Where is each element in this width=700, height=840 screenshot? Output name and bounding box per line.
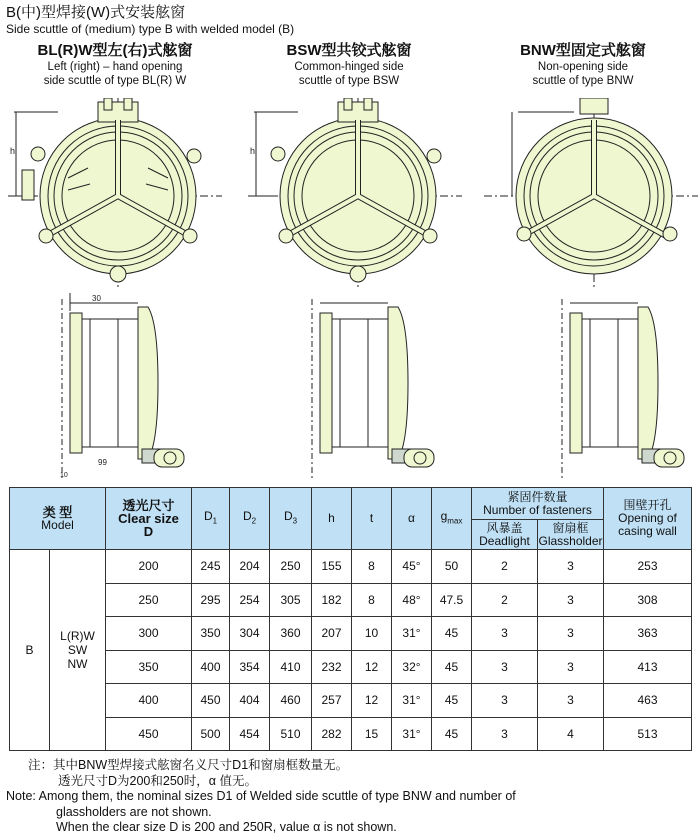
cell-t: 15 [352,717,392,751]
cell-g: 45 [432,617,472,651]
cell-glass: 3 [538,583,604,617]
dim-10-label: 10 [60,472,68,479]
col-header-d2: $D_2$ [230,488,270,550]
cell-d: 250 [106,583,192,617]
panel-desc-line1: Common-hinged side [294,61,404,73]
cell-h: 282 [312,717,352,751]
cell-d1: 350 [192,617,230,651]
cell-d3: 360 [270,617,312,651]
panel-bsw-header [234,42,464,88]
panel-desc-line2: scuttle of type BNW [532,75,634,87]
cell-g: 45 [432,650,472,684]
col-header-clear-cn: 透光尺寸 [122,498,175,513]
col-header-clear-size [106,488,192,550]
cell-d3: 410 [270,650,312,684]
cell-g: 45 [432,717,472,751]
table-row [10,684,692,718]
col-header-opening-en2: casing wall [618,524,677,538]
panel-title: BL(R)W型左(右)式舷窗 [37,42,193,59]
model-variant: SW [67,643,88,657]
cell-alpha: 31° [392,617,432,651]
h-dimension-label: h [10,146,16,156]
model-variants-cell [50,550,106,751]
cell-h: 232 [312,650,352,684]
panel-desc-line1: Left (right) – hand opening [47,61,183,73]
panel-title: BNW型固定式舷窗 [520,42,646,59]
cell-d: 200 [106,550,192,584]
cell-deadlight: 2 [472,583,538,617]
cell-deadlight: 2 [472,550,538,584]
cell-d2: 404 [230,684,270,718]
cell-alpha: 31° [392,684,432,718]
cell-h: 182 [312,583,352,617]
cell-d: 400 [106,684,192,718]
cell-deadlight: 3 [472,650,538,684]
cell-opening: 513 [604,717,692,751]
spec-table-body [10,550,692,751]
cell-alpha: 45° [392,550,432,584]
cell-t: 12 [352,684,392,718]
col-header-model-en: Model [41,517,74,532]
model-group-cell: B [10,550,50,751]
cell-deadlight: 3 [472,717,538,751]
cell-opening: 413 [604,650,692,684]
model-variant: L(R)W [60,629,95,643]
dim-99-label: 99 [98,458,107,467]
dim-30-label: 30 [92,294,101,303]
table-row [10,583,692,617]
cell-d2: 454 [230,717,270,751]
cell-d: 300 [106,617,192,651]
cell-d2: 354 [230,650,270,684]
cell-glass: 3 [538,550,604,584]
cell-d: 350 [106,650,192,684]
page-title-en: Side scuttle of (medium) type B with welded model (B) [6,22,295,36]
panel-desc-line2: scuttle of type BSW [298,75,400,87]
panel-bl-header [0,42,230,88]
col-header-glassholder: 窗扇框 Glassholder [538,520,603,548]
col-header-fasteners-cn: 紧固件数量 [507,489,568,504]
cell-alpha: 31° [392,717,432,751]
cell-g: 47.5 [432,583,472,617]
table-row [10,617,692,651]
note-en-line3: When the clear size D is 200 and 250R, value α is not shown. [56,820,397,834]
cell-d1: 400 [192,650,230,684]
cell-d1: 450 [192,684,230,718]
section-view-bsw [308,293,448,483]
front-view-bl [8,98,222,288]
title-block [6,4,294,37]
panel-bnw-header [468,42,698,88]
table-row [10,650,692,684]
cell-alpha: 32° [392,650,432,684]
col-header-opening-cn: 围壁开孔 [623,498,672,512]
col-header-opening-en1: Opening of [618,511,677,525]
table-row [10,550,692,584]
section-view-bl [58,293,198,483]
cell-h: 155 [312,550,352,584]
note-cn-line2: 透光尺寸D为200和250时，α 值无。 [58,773,257,788]
cell-h: 257 [312,684,352,718]
col-header-d1: $D_1$ [192,488,230,550]
cell-t: 8 [352,550,392,584]
col-header-h: h [312,488,352,550]
cell-d2: 204 [230,550,270,584]
panel-title: BSW型共铰式舷窗 [286,42,412,59]
cell-d1: 245 [192,550,230,584]
cell-d1: 295 [192,583,230,617]
cell-d3: 305 [270,583,312,617]
panel-desc-line2: side scuttle of type BL(R) W [43,75,187,87]
cell-glass: 3 [538,684,604,718]
cell-d2: 254 [230,583,270,617]
cell-h: 207 [312,617,352,651]
col-header-clear-d: D [143,524,154,539]
cell-d: 450 [106,717,192,751]
front-view-bnw [484,98,698,288]
table-row [10,717,692,751]
notes-block [6,758,516,836]
col-header-fasteners [472,488,604,520]
note-en-line1: Note: Among them, the nominal sizes D1 of Welded side scuttle of type BNW and number of [6,789,516,803]
cell-alpha: 48° [392,583,432,617]
cell-d2: 304 [230,617,270,651]
front-view-bsw [248,98,462,288]
col-header-opening [604,488,692,550]
cell-deadlight: 3 [472,617,538,651]
cell-d3: 510 [270,717,312,751]
note-cn-line1: 注：其中BNW型焊接式舷窗名义尺寸D1和窗扇框数量无。 [28,758,349,772]
cell-t: 10 [352,617,392,651]
col-header-clear-en: Clear size [118,511,179,526]
cell-g: 50 [432,550,472,584]
cell-opening: 463 [604,684,692,718]
cell-opening: 253 [604,550,692,584]
note-en-line2: glassholders are not shown. [56,804,212,819]
col-header-d3: $D_3$ [270,488,312,550]
cell-opening: 363 [604,617,692,651]
h-dimension-label: h [250,146,256,156]
cell-t: 8 [352,583,392,617]
cell-deadlight: 3 [472,684,538,718]
section-view-bnw [558,293,698,483]
page-title-cn: B(中)型焊接(W)式安装舷窗 [6,4,186,21]
cell-glass: 3 [538,617,604,651]
cell-d3: 460 [270,684,312,718]
model-variant: NW [67,657,88,671]
col-header-t: t [352,488,392,550]
cell-t: 12 [352,650,392,684]
col-header-alpha: α [392,488,432,550]
col-header-model-cn: 类 型 [42,504,73,520]
spec-table [9,487,692,751]
cell-glass: 4 [538,717,604,751]
cell-d3: 250 [270,550,312,584]
col-header-g: $g_{max}$ [432,488,472,550]
col-header-model [10,488,106,550]
panel-desc-line1: Non-opening side [537,61,629,73]
cell-glass: 3 [538,650,604,684]
cell-g: 45 [432,684,472,718]
cell-opening: 308 [604,583,692,617]
col-header-fasteners-en: Number of fasteners [483,502,592,517]
cell-d1: 500 [192,717,230,751]
col-header-deadlight: 风暴盖 Deadlight [472,520,538,550]
